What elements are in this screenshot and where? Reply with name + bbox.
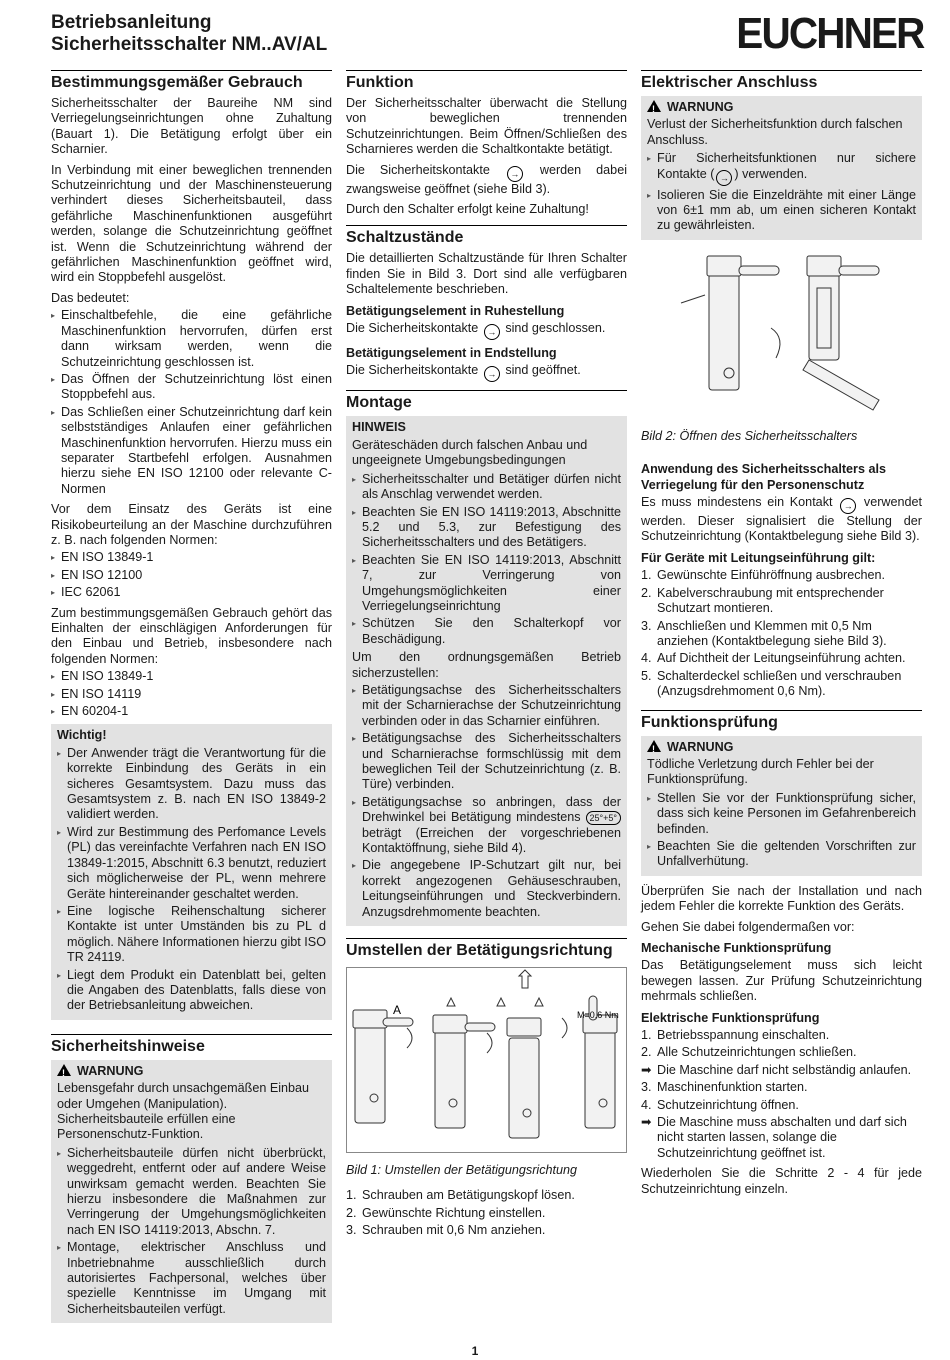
note-title: HINWEIS: [352, 420, 406, 435]
paragraph: Vor dem Einsatz des Geräts ist eine Risikobeurteilung an der Maschine durchzuführen z. B. nach folgenden Normen:: [51, 502, 332, 547]
steps-list: [346, 1188, 627, 1238]
page-number: 1: [471, 1344, 479, 1358]
step-number: 3.: [641, 1080, 652, 1095]
list-item: ▸ EN ISO 12100: [51, 568, 332, 583]
warning-icon: [647, 100, 661, 112]
text: sind geschlossen.: [505, 321, 606, 336]
text: Gewünschte Richtung einstellen.: [362, 1205, 546, 1220]
steps-list: [641, 1028, 922, 1161]
document-title: [51, 12, 327, 56]
important-box: [51, 724, 332, 1019]
warning-title: WARNUNG: [667, 100, 734, 114]
text: Alle Schutzeinrichtungen schließen.: [657, 1045, 857, 1060]
text: Schalterdeckel schließen und verschrauben (Anzugsdrehmoment 0,6 Nm).: [657, 668, 902, 699]
title-line-1: Betriebsanleitung: [51, 12, 212, 33]
list-item: ▸ Sicherheitsbauteile dürfen nicht überbrückt, weggedreht, entfernt oder auf andere Weise unwirksam gemacht werden. Beachten Sie hierzu insbesondere die Maßnahmen zur Verringerung der Umgehungsmöglichkeiten nach EN ISO 14119:2013, Abschn. 7.: [57, 1146, 326, 1238]
step-number: 4.: [641, 1097, 652, 1112]
subheading: Für Geräte mit Leitungseinführung gilt:: [641, 550, 876, 565]
paragraph: Wiederholen Sie die Schritte 2 - 4 für jede Schutzeinrichtung einzeln.: [641, 1166, 922, 1196]
list-item: 1. Gewünschte Einführöffnung ausbrechen.: [641, 568, 886, 583]
positive-opening-symbol-icon: →: [840, 498, 856, 514]
paragraph: Überprüfen Sie nach der Installation und nach jedem Fehler die korrekte Funktion des Geräts.: [641, 883, 922, 914]
text: Es muss mindestens ein Kontakt: [641, 495, 833, 510]
bullet-list: [51, 308, 332, 497]
subheading: Mechanische Funktionsprüfung: [641, 941, 832, 955]
text: Betriebsspannung einschalten.: [657, 1028, 830, 1043]
positive-opening-symbol-icon: →: [507, 166, 523, 182]
figure-1-caption: Bild 1: Umstellen der Betätigungsrichtung: [346, 1163, 578, 1178]
text: Schutzeinrichtung öffnen.: [657, 1097, 799, 1112]
list-item: 3. Schrauben mit 0,6 Nm anziehen.: [346, 1223, 546, 1238]
section-title-electrical: Elektrischer Anschluss: [641, 70, 922, 93]
angle-badge: 25°+5°: [586, 811, 621, 825]
paragraph: Um den ordnungsgemäßen Betrieb sicherzustellen:: [352, 650, 621, 680]
title-line-2: Sicherheitsschalter NM..AV/AL: [51, 34, 328, 55]
warning-header: [647, 100, 916, 115]
list-item: ▸ Eine logische Reihenschaltung sicherer Kontakte ist unter Umständen bis zu PL d möglich. Nähere Informationen hierzu gibt ISO TR 24119.: [57, 904, 326, 966]
bullet-list: [647, 151, 916, 234]
list-item: ▸ EN ISO 13849-1: [51, 550, 332, 565]
list-item: ▸ Betätigungsachse des Sicherheitsschalters mit der Scharnierachse der Schutzeinrichtung verbinden oder in das Scharnier einführen.: [352, 683, 621, 729]
text: Für Sicherheitsfunktionen nur sichere Kontakte (: [657, 151, 916, 181]
list-item: 1. Schrauben am Betätigungskopf lösen.: [346, 1188, 575, 1203]
text: Schrauben mit 0,6 Nm anziehen.: [362, 1223, 546, 1238]
list-item: 2. Gewünschte Richtung einstellen.: [346, 1205, 546, 1220]
text: Die Sicherheitskontakte: [346, 321, 479, 336]
list-item: [352, 795, 621, 857]
result-arrow-icon: ➡: [641, 1062, 652, 1077]
section-title-intended-use: Bestimmungsgemäßer Gebrauch: [51, 70, 332, 93]
list-item: ▸ Montage, elektrischer Anschluss und Inbetriebnahme ausschließlich durch autorisiertes Fachpersonal, welches über spezielle Kenntnisse im Umgang mit Sicherheitsbauteilen verfügt.: [57, 1240, 326, 1317]
text: Die Sicherheitskontakte: [346, 363, 479, 378]
text: verwendet werden. Dieser signalisiert die Stellung der Schutzeinrichtung (Kontaktbelegung siehe Bild 3).: [641, 495, 923, 544]
column-2: [346, 70, 627, 1244]
text: Betätigungsachse so anbringen, dass der Drehwinkel bei Betätigung mindestens: [362, 794, 621, 825]
result-arrow-icon: ➡: [641, 1115, 652, 1130]
list-item: ▸ EN 60204-1: [51, 704, 332, 719]
text: sind geöffnet.: [505, 363, 581, 378]
list-item: [641, 1045, 922, 1060]
euchner-logo: EUCHNER: [736, 9, 924, 58]
list-item: [641, 1063, 922, 1078]
list-item: ▸ Isolieren Sie die Einzeldrähte mit einer Länge von 6±1 mm ab, um einen sicheren Kontakt zu gewährleisten.: [647, 188, 916, 234]
text: Kabelverschraubung mit entsprechender Schutzart montieren.: [657, 585, 884, 616]
list-item: ▸ Das Öffnen der Schutzeinrichtung löst einen Stoppbefehl aus.: [51, 372, 332, 403]
figure-label-a: A: [393, 1003, 402, 1018]
section-title-function-test: Funktionsprüfung: [641, 710, 922, 733]
paragraph: Durch den Schalter erfolgt keine Zuhaltung!: [346, 202, 589, 217]
list-item: ▸ EN ISO 13849-1: [51, 669, 332, 684]
paragraph: [641, 495, 922, 545]
list-item: ▸ Betätigungsachse des Sicherheitsschalters und Scharnierachse formschlüssig mit dem beweglichen Teil der Schutzeinrichtung (z. B. Türe) verbinden.: [352, 731, 621, 793]
subheading: Elektrische Funktionsprüfung: [641, 1010, 820, 1025]
list-item: ▸ Beachten Sie die geltenden Vorschriften zur Unfallverhütung.: [647, 839, 916, 870]
paragraph: In Verbindung mit einer beweglichen trennenden Schutzeinrichtung und der Maschinensteuerung verhindert dieses Sicherheitsbauteil, dass gefährliche Maschinenfunktionen ausgeführt werden, solange die Schutzeinrichtung geöffnet ist. Wenn die Schutzeinrichtung während der gefährlichen Maschinenfunktion geöffnet wird, wird ein Stoppbefehl ausgelöst.: [51, 162, 332, 285]
list-item: ▸ Beachten Sie EN ISO 14119:2013, Abschnitt 7, zur Verringerung von Umgehungsmöglichkeiten einer Verriegelungseinrichtung: [352, 553, 621, 615]
paragraph: [346, 321, 627, 340]
text: werden dabei zwangsweise geöffnet (siehe Bild 3).: [346, 162, 627, 196]
warning-box: [51, 1060, 332, 1324]
column-1: [51, 70, 332, 1331]
warning-title: WARNUNG: [77, 1063, 144, 1078]
subheading: Anwendung des Sicherheitsschalters als Verriegelung für den Personenschutz: [641, 462, 886, 492]
list-item: ▸ Die angegebene IP-Schutzart gilt nur, bei korrekt angezogenen Gehäuseschrauben, Leitungseinführungen und Steckverbindern. Anzugsdrehmomente beachten.: [352, 858, 621, 920]
column-3: [641, 70, 922, 1202]
paragraph: Gehen Sie dabei folgendermaßen vor:: [641, 919, 855, 934]
positive-opening-symbol-icon: →: [716, 170, 732, 186]
bullet-list: [51, 669, 332, 719]
list-item: ▸ Das Schließen einer Schutzeinrichtung darf kein selbstständiges Anlaufen einer gefährlichen Maschinenfunktion hervorrufen. Hierzu muss ein separater Startbefehl erfolgen. Ausnahmen hierzu siehe EN ISO 12100 oder relevante C-Normen: [51, 405, 332, 497]
step-number: 2.: [641, 1045, 652, 1060]
list-item: [641, 1115, 922, 1161]
section-title-function: Funktion: [346, 70, 627, 93]
list-item: ▸ Stellen Sie vor der Funktionsprüfung sicher, dass sich keine Personen im Gefahrenbereich befinden.: [647, 791, 916, 837]
text: Maschinenfunktion starten.: [657, 1080, 808, 1095]
figure-2-illustration: [641, 248, 922, 423]
figure-1: [346, 967, 627, 1153]
text: Die Maschine muss abschalten und darf sich nicht starten lassen, solange die Schutzeinrichtung geöffnet ist.: [657, 1115, 907, 1160]
warning-box: [641, 96, 922, 240]
paragraph: Zum bestimmungsgemäßen Gebrauch gehört das Einhalten der einschlägigen Anforderungen für den Einbau und Betrieb, insbesondere nach folgenden Normen:: [51, 605, 332, 666]
section-title-change-direction: Umstellen der Betätigungsrichtung: [346, 938, 627, 961]
paragraph: Die detaillierten Schaltzustände für Ihren Schalter finden Sie in Bild 3. Dort sind alle verfügbaren Schaltelemente beschrieben.: [346, 251, 627, 297]
text: Auf Dichtheit der Leitungseinführung achten.: [657, 651, 906, 666]
text: Schrauben am Betätigungskopf lösen.: [362, 1188, 575, 1203]
bullet-list: [352, 472, 621, 647]
step-number: 1.: [641, 1028, 652, 1043]
text: Die Maschine darf nicht selbständig anlaufen.: [657, 1062, 912, 1077]
warning-icon: [57, 1064, 71, 1076]
list-item: [641, 1098, 922, 1113]
important-title: Wichtig!: [57, 728, 107, 743]
figure-label-torque: M=0,6 Nm: [577, 1010, 619, 1021]
bullet-list: [57, 1146, 326, 1317]
warning-box: [641, 736, 922, 876]
paragraph: [346, 363, 627, 382]
list-item: ▸ Sicherheitsschalter und Betätiger dürfen nicht als Anschlag verwendet werden.: [352, 472, 621, 503]
list-item: [647, 151, 916, 185]
list-item: ▸ Schützen Sie den Schalterkopf vor Beschädigung.: [352, 616, 621, 647]
list-item: 3. Anschließen und Klemmen mit 0,5 Nm anziehen (Kontaktbelegung siehe Bild 3).: [641, 618, 887, 648]
text: Gewünschte Einführöffnung ausbrechen.: [657, 568, 886, 583]
list-item: ▸ Liegt dem Produkt ein Datenblatt bei, gelten die Angaben des Datenblatts, falls diese von der Betriebsanleitung abweichen.: [57, 968, 326, 1014]
list-item: 2. Kabelverschraubung mit entsprechender Schutzart montieren.: [641, 585, 884, 616]
list-item: ▸ Einschaltbefehle, die eine gefährliche Maschinenfunktion hervorrufen, dürfen erst dann wirksam werden, wenn die Schutzeinrichtung geschlossen ist.: [51, 308, 332, 370]
paragraph: Verlust der Sicherheitsfunktion durch falschen Anschluss.: [647, 117, 903, 147]
bullet-list: [647, 791, 916, 870]
note-box: [346, 416, 627, 926]
text: beträgt (Erreichen der vorgeschriebenen Kontaktöffnung, siehe Bild 4).: [362, 825, 621, 856]
list-item: 5. Schalterdeckel schließen und verschrauben (Anzugsdrehmoment 0,6 Nm).: [641, 668, 902, 699]
text: ) verwenden.: [734, 166, 808, 181]
steps-list: [641, 568, 922, 699]
paragraph: Das bedeutet:: [51, 290, 130, 305]
list-item: ▸ Wird zur Bestimmung des Perfomance Levels (PL) das vereinfachte Verfahren nach EN ISO 13849-1:2015, Abschnitt 6.3 benutzt, reduziert sich möglicherweise der PL, wenn mehrere Geräte hintereinander geschaltet werden.: [57, 825, 326, 902]
list-item: ▸ Beachten Sie EN ISO 14119:2013, Abschnitte 5.2 und 5.3, zur Befestigung des Sicherheitsschalters und des Betätigers.: [352, 505, 621, 551]
section-title-switching-states: Schaltzustände: [346, 225, 627, 248]
bullet-list: [57, 746, 326, 1014]
paragraph: [346, 163, 627, 197]
paragraph: Lebensgefahr durch unsachgemäßen Einbau oder Umgehen (Manipulation). Sicherheitsbauteile erfüllen eine Personenschutz-Funktion.: [57, 1081, 310, 1142]
bullet-list: [352, 683, 621, 920]
warning-title: WARNUNG: [667, 739, 734, 754]
positive-opening-symbol-icon: →: [484, 324, 500, 340]
section-title-safety: Sicherheitshinweise: [51, 1034, 332, 1057]
text: Anschließen und Klemmen mit 0,5 Nm anziehen (Kontaktbelegung siehe Bild 3).: [657, 618, 887, 648]
warning-header: [647, 740, 916, 755]
section-title-mounting: Montage: [346, 390, 627, 413]
figure-2-caption: Bild 2: Öffnen des Sicherheitsschalters: [641, 428, 858, 443]
paragraph: Tödliche Verletzung durch Fehler bei der Funktionsprüfung.: [647, 756, 874, 787]
list-item: ▸ Der Anwender trägt die Verantwortung für die korrekte Einbindung des Geräts in ein sicheres Gesamtsystem. Dazu muss das Gesamtsystem z. B. nach EN ISO 13849-2 validiert werden.: [57, 746, 326, 823]
positive-opening-symbol-icon: →: [484, 366, 500, 382]
list-item: [641, 1080, 922, 1095]
list-item: [641, 1028, 922, 1043]
paragraph: Geräteschäden durch falschen Anbau und ungeeignete Umgebungsbedingungen: [352, 437, 588, 468]
bullet-list: [51, 550, 332, 600]
warning-header: [57, 1064, 326, 1079]
subheading: Betätigungselement in Ruhestellung: [346, 303, 565, 318]
list-item: 4. Auf Dichtheit der Leitungseinführung achten.: [641, 651, 906, 666]
paragraph: Sicherheitsschalter der Baureihe NM sind Verriegelungseinrichtungen ohne Zuhaltung (Bauart 1). Die Betätigung erfolgt über ein Scharnier.: [51, 96, 332, 157]
subheading: Betätigungselement in Endstellung: [346, 346, 557, 361]
figure-2: [641, 248, 922, 423]
text: Die Sicherheitskontakte: [346, 162, 490, 177]
warning-icon: [647, 740, 661, 752]
paragraph: Das Betätigungselement muss sich leicht bewegen lassen. Zur Prüfung Schutzeinrichtung mehrmals schließen.: [641, 958, 922, 1004]
list-item: ▸ IEC 62061: [51, 585, 332, 600]
figure-1-illustration: [347, 968, 628, 1152]
list-item: ▸ EN ISO 14119: [51, 687, 332, 702]
paragraph: Der Sicherheitsschalter überwacht die Stellung von beweglichen trennenden Schutzeinrichtungen. Beim Öffnen/Schließen des Scharnieres werden die Schaltkontakte betätigt.: [346, 96, 627, 157]
